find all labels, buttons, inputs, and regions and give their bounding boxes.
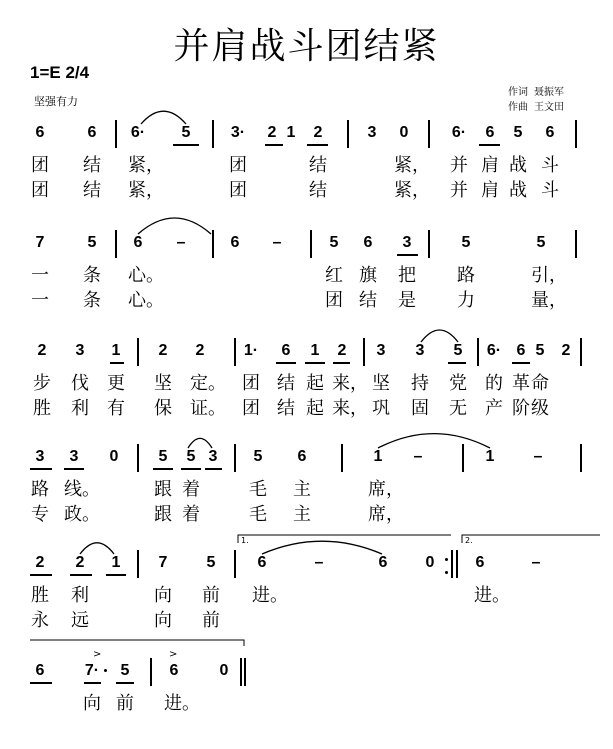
lyric-syllable: 肩 <box>481 180 499 201</box>
lyric-syllable: 起 <box>306 373 324 394</box>
lyric-syllable: 胜 <box>31 585 49 606</box>
note: 0 <box>399 124 409 141</box>
lyric-syllable: 量， <box>531 290 567 311</box>
lyric-syllable: 紧， <box>394 155 430 176</box>
lyricist-role: 作词 <box>508 87 528 98</box>
lyric-syllable: 紧， <box>128 180 164 201</box>
note: 5 <box>535 342 545 359</box>
lyric-syllable: 前 <box>202 610 220 631</box>
lyric-syllable: 结 <box>83 180 101 201</box>
note: 6 <box>363 234 373 251</box>
note: – <box>176 234 186 251</box>
slur-arc <box>138 218 211 234</box>
lyric-syllable: 来， <box>332 373 368 394</box>
note: 5 <box>87 234 97 251</box>
lyric-syllable: 斗 <box>541 180 559 201</box>
note: 5 <box>536 234 546 251</box>
note: 5 <box>181 124 191 141</box>
lyric-syllable: 结 <box>309 155 327 176</box>
note: 1 <box>111 554 121 571</box>
note: 0 <box>425 554 435 571</box>
accent-mark: > <box>93 649 102 660</box>
slur-arc <box>141 111 186 124</box>
note: 1 <box>111 342 121 359</box>
lyric-syllable: 前 <box>116 693 134 714</box>
lyric-syllable: 结 <box>309 180 327 201</box>
note: 6 <box>281 342 291 359</box>
note: 2 <box>337 342 347 359</box>
volta-bracket <box>462 535 600 543</box>
lyric-syllable: 旗 <box>359 265 377 286</box>
lyric-syllable: 胜 <box>33 398 51 419</box>
note: 7· <box>84 662 100 679</box>
lyric-syllable: 跟 <box>154 479 172 500</box>
lyric-syllable: 结 <box>277 373 295 394</box>
tempo-mark: 坚强有力 <box>34 95 78 108</box>
note: – <box>272 234 282 251</box>
note: 6· <box>130 124 146 141</box>
lyric-syllable: 并 <box>450 155 468 176</box>
lyric-syllable: 线。 <box>64 479 100 500</box>
lyric-syllable: 级 <box>531 398 549 419</box>
note: 2 <box>195 342 205 359</box>
lyric-syllable: 跟 <box>154 504 172 525</box>
lyric-syllable: 条 <box>83 265 101 286</box>
lyric-syllable: 团 <box>229 180 247 201</box>
slur-arc <box>80 543 114 554</box>
lyric-syllable: 坚 <box>154 373 172 394</box>
note: 3 <box>367 124 377 141</box>
lyric-syllable: 证。 <box>190 398 226 419</box>
note: 2 <box>75 554 85 571</box>
note: 6 <box>545 124 555 141</box>
note: 6 <box>297 448 307 465</box>
lyric-syllable: 紧， <box>394 180 430 201</box>
composer-name: 王文田 <box>534 102 564 113</box>
lyric-syllable: 进。 <box>474 585 510 606</box>
note: 5 <box>461 234 471 251</box>
note: 5 <box>158 448 168 465</box>
lyric-syllable: 向 <box>83 693 101 714</box>
lyric-syllable: 党 <box>449 373 467 394</box>
note: 6 <box>87 124 97 141</box>
lyric-syllable: 把 <box>398 265 416 286</box>
lyric-syllable: 利 <box>71 585 89 606</box>
note: 6 <box>516 342 526 359</box>
lyric-syllable: 固 <box>411 398 429 419</box>
lyric-syllable: 毛 <box>249 479 267 500</box>
slur-arc <box>262 541 382 554</box>
lyric-syllable: 结 <box>359 290 377 311</box>
note: 7 <box>158 554 168 571</box>
note: 6· <box>486 342 502 359</box>
lyric-syllable: 引， <box>531 265 567 286</box>
note: 5 <box>329 234 339 251</box>
lyric-syllable: 革 <box>512 373 530 394</box>
note: 6 <box>35 662 45 679</box>
lyric-syllable: 政。 <box>64 504 100 525</box>
lyric-syllable: 的 <box>485 373 503 394</box>
lyric-syllable: 路 <box>457 265 475 286</box>
lyric-syllable: 永 <box>31 610 49 631</box>
lyric-syllable: 团 <box>31 180 49 201</box>
note: 1 <box>373 448 383 465</box>
note: 2 <box>267 124 277 141</box>
lyric-syllable: 利 <box>71 398 89 419</box>
composer-role: 作曲 <box>508 102 528 113</box>
lyric-syllable: 战 <box>509 155 527 176</box>
note: 3 <box>35 448 45 465</box>
note: 7 <box>35 234 45 251</box>
note: 2 <box>35 554 45 571</box>
lyric-syllable: 毛 <box>249 504 267 525</box>
lyric-syllable: 保 <box>154 398 172 419</box>
note: 0 <box>109 448 119 465</box>
lyric-syllable: 心。 <box>128 265 164 286</box>
lyric-syllable: 团 <box>229 155 247 176</box>
lyric-syllable: 结 <box>277 398 295 419</box>
note: 5 <box>206 554 216 571</box>
accent-mark: > <box>169 649 178 660</box>
lyric-syllable: 专 <box>31 504 49 525</box>
key-signature: 1=E 2/4 <box>30 63 90 82</box>
note: – <box>314 554 324 571</box>
lyric-syllable: 一 <box>31 265 49 286</box>
lyric-syllable: 产 <box>485 398 503 419</box>
note: 6 <box>475 554 485 571</box>
lyric-syllable: 巩 <box>372 398 390 419</box>
lyric-syllable: 一 <box>31 290 49 311</box>
slur-arc <box>421 330 458 342</box>
lyric-syllable: 着 <box>182 479 200 500</box>
lyric-syllable: 来， <box>332 398 368 419</box>
lyric-syllable: 红 <box>325 265 343 286</box>
lyric-syllable: 步 <box>33 373 51 394</box>
note: 5 <box>453 342 463 359</box>
note: 3 <box>376 342 386 359</box>
lyric-syllable: 团 <box>325 290 343 311</box>
note: 1 <box>485 448 495 465</box>
lyric-syllable: 席， <box>368 504 404 525</box>
lyric-syllable: 斗 <box>541 155 559 176</box>
note: 5 <box>513 124 523 141</box>
lyric-syllable: 进。 <box>252 585 288 606</box>
lyric-syllable: 力 <box>457 290 475 311</box>
lyric-syllable: 肩 <box>481 155 499 176</box>
lyric-syllable: 是 <box>398 290 416 311</box>
lyric-syllable: 团 <box>242 398 260 419</box>
lyric-syllable: 着 <box>182 504 200 525</box>
lyric-syllable: 起 <box>306 398 324 419</box>
volta2-label: 2. <box>465 536 473 545</box>
lyric-syllable: 坚 <box>372 373 390 394</box>
lyric-syllable: 路 <box>31 479 49 500</box>
note: 3 <box>69 448 79 465</box>
lyric-syllable: 团 <box>31 155 49 176</box>
lyric-syllable: 更 <box>107 373 125 394</box>
note: 6 <box>257 554 267 571</box>
lyric-syllable: 战 <box>509 180 527 201</box>
lyric-syllable: 团 <box>242 373 260 394</box>
lyric-syllable: 前 <box>202 585 220 606</box>
lyric-syllable: 远 <box>71 610 89 631</box>
note: 5 <box>120 662 130 679</box>
lyric-syllable: 向 <box>154 610 172 631</box>
note: 6 <box>485 124 495 141</box>
note: 6 <box>169 662 179 679</box>
lyric-syllable: 定。 <box>190 373 226 394</box>
lyric-syllable: 持 <box>411 373 429 394</box>
note: 2 <box>561 342 571 359</box>
note: 3 <box>402 234 412 251</box>
song-title: 并肩战斗团结紧 <box>173 26 440 67</box>
lyric-syllable: 结 <box>83 155 101 176</box>
note: 5 <box>186 448 196 465</box>
note: 3 <box>415 342 425 359</box>
lyric-syllable: 命 <box>531 373 549 394</box>
note: 2 <box>313 124 323 141</box>
note: 6 <box>378 554 388 571</box>
lyric-syllable: 心。 <box>128 290 164 311</box>
note: 1· <box>243 342 259 359</box>
note: 3 <box>208 448 218 465</box>
note: – <box>413 448 423 465</box>
lyric-syllable: 有 <box>107 398 125 419</box>
lyric-syllable: 伐 <box>71 373 89 394</box>
slur-arc <box>378 434 490 448</box>
note: 6 <box>35 124 45 141</box>
note: 6 <box>133 234 143 251</box>
note: 3 <box>75 342 85 359</box>
note: 1 <box>286 124 296 141</box>
note: 1 <box>310 342 320 359</box>
note: – <box>531 554 541 571</box>
lyric-syllable: 无 <box>449 398 467 419</box>
lyric-syllable: 进。 <box>164 693 200 714</box>
note: 0 <box>219 662 229 679</box>
note: 6· <box>451 124 467 141</box>
lyric-syllable: 主 <box>293 504 311 525</box>
lyric-syllable: 阶 <box>512 398 530 419</box>
lyric-syllable: 主 <box>293 479 311 500</box>
lyric-syllable: 席， <box>368 479 404 500</box>
slur-arc <box>188 438 212 448</box>
volta-bracket <box>30 640 244 646</box>
note: 2 <box>158 342 168 359</box>
note: 2 <box>37 342 47 359</box>
lyric-syllable: 向 <box>154 585 172 606</box>
lyricist-name: 聂振军 <box>534 87 564 98</box>
lyric-syllable: 并 <box>450 180 468 201</box>
note: 5 <box>253 448 263 465</box>
note: 6 <box>230 234 240 251</box>
volta1-label: 1. <box>241 536 249 545</box>
lyric-syllable: 紧， <box>128 155 164 176</box>
lyric-syllable: 条 <box>83 290 101 311</box>
note: 3· <box>230 124 246 141</box>
volta-bracket <box>238 535 451 543</box>
note: – <box>533 448 543 465</box>
